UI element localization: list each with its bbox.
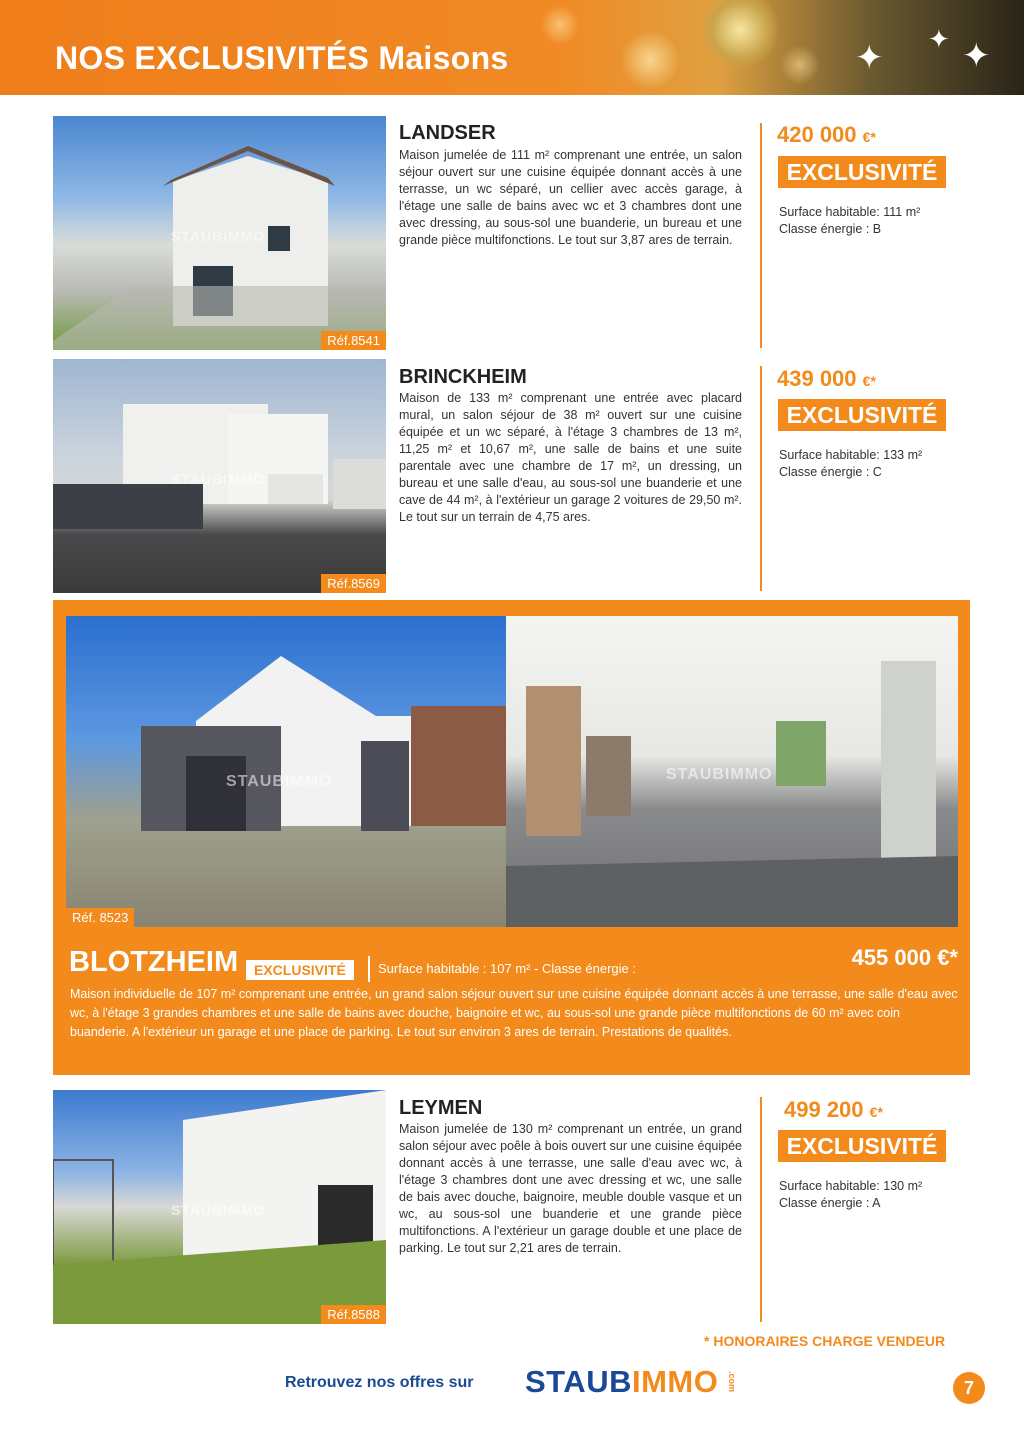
featured-description: Maison individuelle de 107 m² comprenant une entrée, un grand salon séjour ouvert sur une cuisine équipée donnant accès à une terrasse, une salle d'eau avec wc, à l'étage 3 grandes chambres et une salle de bains avec douche, baignoire et wc, au sous-sol une grande pièce multifonctions de 60 m² avec coin buanderie. A l'extérieur un garage et une place de parking. Le tout sur environ 3 ares de terrain. Prestations de qualités. xyxy=(70,987,958,1039)
listing-surface: Surface habitable: 133 m² xyxy=(779,448,923,462)
divider xyxy=(368,956,370,982)
listing-photo[interactable] xyxy=(53,116,386,350)
footer-text: Retrouvez nos offres sur xyxy=(285,1374,474,1391)
listing-title: LANDSER xyxy=(399,122,496,144)
listing-title: BRINCKHEIM xyxy=(399,366,527,388)
exclusive-badge: EXCLUSIVITÉ xyxy=(778,156,946,188)
featured-photo-interior[interactable] xyxy=(506,616,958,927)
divider xyxy=(760,366,762,591)
listing-energy-class: Classe énergie : A xyxy=(779,1196,881,1210)
reference-tag: Réf. 8523 xyxy=(66,908,134,927)
listing-description: Maison jumelée de 111 m² comprenant une entrée, un salon séjour ouvert sur une cuisine équipée donnant accès à une terrasse, un wc séparé, un cellier avec accès garage, à l'étage une salle de bains avec wc et 3 chambres dont une avec dressing, au sous-sol une buanderie, un bureau et une grande pièce multifonctions. Le tout sur 3,87 ares de terrain. xyxy=(399,148,742,247)
exclusive-badge: EXCLUSIVITÉ xyxy=(245,959,355,981)
featured-price: 455 000 €* xyxy=(851,945,958,970)
bokeh-light xyxy=(780,45,820,85)
logo-com: .com xyxy=(727,1371,737,1393)
listing-energy-class: Classe énergie : C xyxy=(779,465,882,479)
listing-title: LEYMEN xyxy=(399,1097,483,1119)
reference-tag: Réf.8541 xyxy=(321,331,386,350)
page-title: NOS EXCLUSIVITÉS Maisons xyxy=(55,40,509,76)
page-header xyxy=(0,0,1024,95)
featured-photo-exterior[interactable] xyxy=(66,616,506,927)
divider xyxy=(760,1097,762,1322)
watermark: STAUBIMMO xyxy=(171,471,266,487)
star-sparkle-icon: ✦ xyxy=(962,37,991,75)
watermark: STAUBIMMO xyxy=(226,773,333,790)
featured-surface: Surface habitable : 107 m² - Classe énergie : xyxy=(378,961,636,976)
watermark: STAUBIMMO xyxy=(666,766,773,783)
fees-note: * HONORAIRES CHARGE VENDEUR xyxy=(704,1333,946,1349)
exclusive-badge: EXCLUSIVITÉ xyxy=(778,1130,946,1162)
listing-price: 499 200 €* xyxy=(784,1097,883,1122)
watermark: STAUBIMMO xyxy=(171,1202,266,1218)
listing-energy-class: Classe énergie : B xyxy=(779,222,882,236)
house-illustration xyxy=(66,616,506,927)
reference-tag: Réf.8588 xyxy=(321,1305,386,1324)
star-sparkle-icon: ✦ xyxy=(855,39,884,77)
staubimmo-logo[interactable]: STAUBIMMO xyxy=(525,1364,719,1399)
listing-price: 439 000 €* xyxy=(777,366,876,391)
watermark: STAUBIMMO xyxy=(171,228,266,244)
listing-surface: Surface habitable: 130 m² xyxy=(779,1179,923,1193)
divider xyxy=(760,123,762,348)
featured-listing xyxy=(53,600,970,1075)
listing-price: 420 000 €* xyxy=(777,122,876,147)
listing-photo[interactable] xyxy=(53,359,386,593)
reference-tag: Réf.8569 xyxy=(321,574,386,593)
listing-description: Maison de 133 m² comprenant une entrée avec placard mural, un salon séjour de 38 m² ouvert sur une cuisine équipée et un wc séparé, à l'étage 3 chambres de 13 m², 11,25 m² et 10,67 m², une salle de bains et une suite parentale avec une chambre de 17 m², un dressing, un bureau et une salle d'eau, au sous-sol une buanderie et une cave de 44 m², à l'extérieur un garage 2 voitures de 29,50 m². Le tout sur un terrain de 4,75 ares. xyxy=(399,391,742,524)
bokeh-light xyxy=(620,30,680,90)
page-number: 7 xyxy=(953,1372,985,1404)
listing-description: Maison jumelée de 130 m² comprenant un entrée, un grand salon séjour avec poêle à bois ouvert sur une cuisine équipée donnant accès à une terrasse, une salle d'eau avec wc, à l'étage 3 chambres dont une avec dressing et wc, une salle de bais avec douche, baignoire, meuble double vasque et un wc, au sous-sol une buanderie et une grande pièce multifonctions. A l'extérieur un garage double et une place de parking. Le tout sur 2,21 ares de terrain. xyxy=(399,1122,742,1255)
bokeh-light xyxy=(700,0,780,70)
exclusive-badge: EXCLUSIVITÉ xyxy=(778,399,946,431)
star-sparkle-icon: ✦ xyxy=(928,24,950,54)
listing-surface: Surface habitable: 111 m² xyxy=(779,205,921,219)
listing-photo[interactable] xyxy=(53,1090,386,1324)
bokeh-light xyxy=(540,5,580,45)
featured-title: BLOTZHEIM xyxy=(69,946,239,978)
